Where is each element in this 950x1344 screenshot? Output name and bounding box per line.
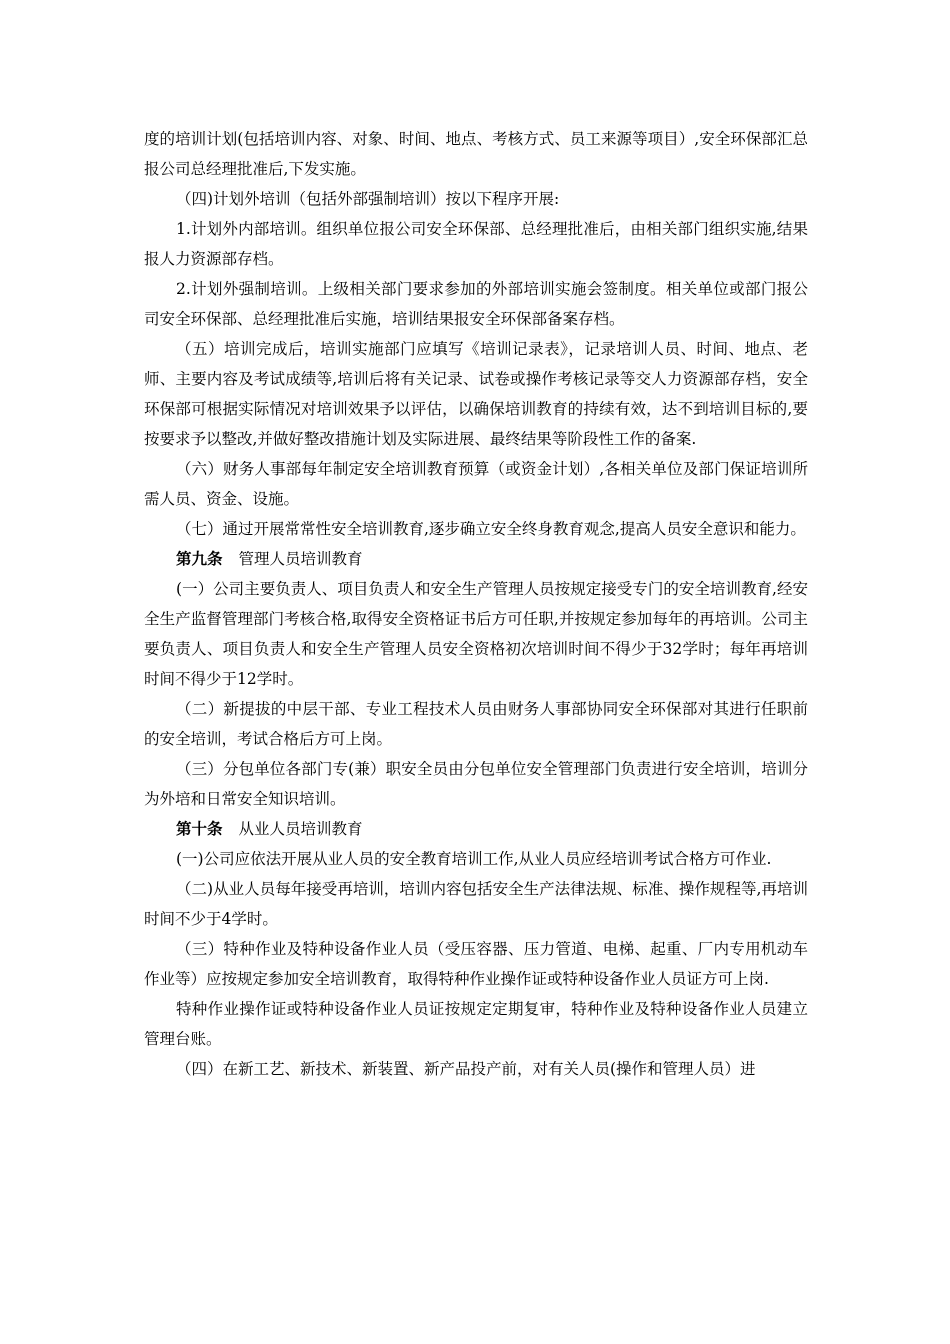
article-10-title: 从业人员培训教育 xyxy=(238,820,363,838)
paragraph-item-5: （五）培训完成后，培训实施部门应填写《培训记录表》，记录培训人员、时间、地点、老师、主要内容及考试成绩等,培训后将有关记录、试卷或操作考核记录等交人力资源部存档，安全环保部可根据实际情况对培训效果予以评估，以确保培训教育的持续有效，达不到培训目标的,要按要求予以整改,并做好整改措施计划及实际进展、最终结果等阶段性工作的备案. xyxy=(144,340,808,448)
paragraph-10-2: （二)从业人员每年接受再培训，培训内容包括安全生产法律法规、标准、操作规程等,再培训时间不少于4学时。 xyxy=(144,880,808,928)
paragraph-10-3: （三）特种作业及特种设备作业人员（受压容器、压力管道、电梯、起重、厂内专用机动车作业等）应按规定参加安全培训教育，取得特种作业操作证或特种设备作业人员证方可上岗. xyxy=(144,940,808,988)
article-9-title: 管理人员培训教育 xyxy=(238,550,363,568)
paragraph-item-7: （七）通过开展常常性安全培训教育,逐步确立安全终身教育观念,提高人员安全意识和能力。 xyxy=(176,520,806,538)
paragraph-continued: 度的培训计划(包括培训内容、对象、时间、地点、考核方式、员工来源等项目）,安全环保部汇总报公司总经理批准后,下发实施。 xyxy=(144,130,808,178)
paragraph-10-4: （四）在新工艺、新技术、新装置、新产品投产前，对有关人员(操作和管理人员）进 xyxy=(176,1060,756,1078)
paragraph-10-1: (一)公司应依法开展从业人员的安全教育培训工作,从业人员应经培训考试合格方可作业. xyxy=(176,850,772,868)
article-10-number: 第十条 xyxy=(176,819,223,838)
paragraph-item-4-2: 2.计划外强制培训。上级相关部门要求参加的外部培训实施会签制度。相关单位或部门报公司安全环保部、总经理批准后实施，培训结果报安全环保部备案存档。 xyxy=(144,280,808,328)
article-9-number: 第九条 xyxy=(176,549,223,568)
article-10-heading xyxy=(144,814,808,844)
paragraph-9-3: （三）分包单位各部门专(兼）职安全员由分包单位安全管理部门负责进行安全培训，培训分为外培和日常安全知识培训。 xyxy=(144,760,808,808)
paragraph-9-1: (一）公司主要负责人、项目负责人和安全生产管理人员按规定接受专门的安全培训教育,经安全生产监督管理部门考核合格,取得安全资格证书后方可任职,并按规定参加每年的再培训。公司主要负责人、项目负责人和安全生产管理人员安全资格初次培训时间不得少于32学时；每年再培训时间不得少于12学时。 xyxy=(144,580,808,688)
paragraph-item-6: （六）财务人事部每年制定安全培训教育预算（或资金计划）,各相关单位及部门保证培训所需人员、资金、设施。 xyxy=(144,460,808,508)
document-body xyxy=(144,124,808,1084)
paragraph-item-4: （四)计划外培训（包括外部强制培训）按以下程序开展: xyxy=(176,190,560,208)
paragraph-item-4-1: 1.计划外内部培训。组织单位报公司安全环保部、总经理批准后，由相关部门组织实施,结果报人力资源部存档。 xyxy=(144,220,808,268)
article-9-heading xyxy=(144,544,808,574)
paragraph-10-3-note: 特种作业操作证或特种设备作业人员证按规定定期复审，特种作业及特种设备作业人员建立管理台账。 xyxy=(144,1000,808,1048)
paragraph-9-2: （二）新提拔的中层干部、专业工程技术人员由财务人事部协同安全环保部对其进行任职前的安全培训，考试合格后方可上岗。 xyxy=(144,700,808,748)
